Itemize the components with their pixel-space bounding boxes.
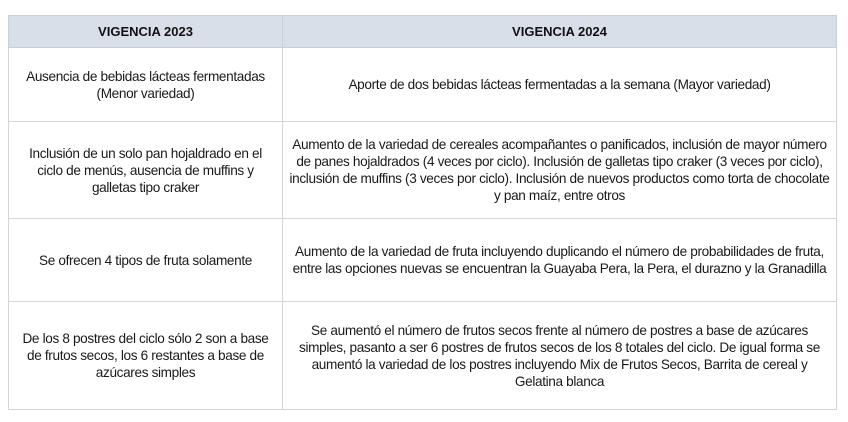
cell-2024-desserts: Se aumentó el número de frutos secos frente al número de postres a base de azúcares simples, pasanto a ser 6 postres de frutos secos de los 8 totales del ciclo. De igual forma se aumentó la variedad de los postres incluyendo Mix de Frutos Secos, Barrita de cereal y Gelatina blanca (283, 302, 837, 410)
comparison-table (8, 15, 837, 410)
cell-2023-bread: Inclusión de un solo pan hojaldrado en el ciclo de menús, ausencia de muffins y galletas tipo craker (9, 122, 283, 219)
table-header-row (9, 16, 837, 48)
cell-2024-dairy: Aporte de dos bebidas lácteas fermentadas a la semana (Mayor variedad) (283, 48, 837, 122)
table-row (9, 219, 837, 302)
cell-2023-dairy: Ausencia de bebidas lácteas fermentadas (Menor variedad) (9, 48, 283, 122)
table-row (9, 48, 837, 122)
comparison-table-container (8, 15, 836, 410)
cell-2024-fruit: Aumento de la variedad de fruta incluyendo duplicando el número de probabilidades de fruta, entre las opciones nuevas se encuentran la Guayaba Pera, la Pera, el durazno y la Granadilla (283, 219, 837, 302)
header-vigencia-2023: VIGENCIA 2023 (9, 16, 283, 48)
header-vigencia-2024: VIGENCIA 2024 (283, 16, 837, 48)
table-row (9, 302, 837, 410)
cell-2024-bread: Aumento de la variedad de cereales acompañantes o panificados, inclusión de mayor número de panes hojaldrados (4 veces por ciclo). Inclusión de galletas tipo craker (3 veces por ciclo), inclusión de muffins (3 veces por ciclo). Inclusión de nuevos productos como torta de chocolate y pan maíz, entre otros (283, 122, 837, 219)
cell-2023-desserts: De los 8 postres del ciclo sólo 2 son a base de frutos secos, los 6 restantes a base de azúcares simples (9, 302, 283, 410)
cell-2023-fruit: Se ofrecen 4 tipos de fruta solamente (9, 219, 283, 302)
table-row (9, 122, 837, 219)
